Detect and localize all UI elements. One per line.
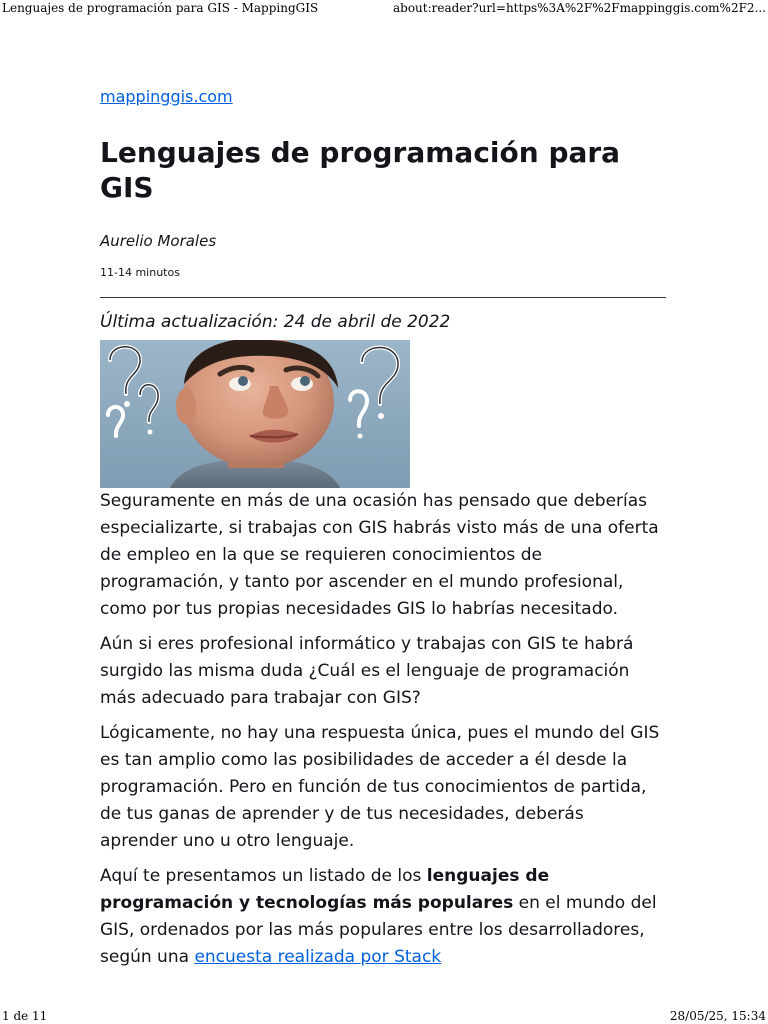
paragraph-3: Lógicamente, no hay una respuesta única, pues el mundo del GIS es tan amplio como las posibilidades de acceder a él desde la programación. Pero en función de tus conocimientos de partida, de tus ganas de aprender y de tus necesidades, deberás aprender uno u otro lenguaje. — [100, 723, 660, 851]
paragraph-2: Aún si eres profesional informático y trabajas con GIS te habrá surgido las misma duda ¿Cuál es el lenguaje de programación más adecuado para trabajar con GIS? — [100, 634, 634, 708]
header-divider — [100, 297, 666, 298]
print-timestamp: 28/05/25, 15:34 — [669, 1009, 766, 1023]
paragraph-4-bold: lenguajes de programación y tecnologías más populares — [100, 866, 550, 913]
paragraph-1: Seguramente en más de una ocasión has pensado que deberías especializarte, si trabajas con GIS habrás visto más de una oferta de empleo en la que se requieren conocimientos de programación, y tanto por ascender en el mundo profesional, como por tus propias necesidades GIS lo habrías necesitado. — [100, 491, 659, 619]
last-updated: Última actualización: 24 de abril de 2022 — [100, 312, 451, 332]
print-header — [0, 0, 768, 20]
paragraph-4-text-b: en el mundo del GIS, ordenados por las más populares entre los desarrolladores, según una — [100, 893, 657, 967]
site-domain-link[interactable]: mappinggis.com — [100, 87, 233, 106]
article-author: Aurelio Morales — [100, 232, 217, 250]
reader-article — [100, 86, 666, 971]
article-title: Lenguajes de programación para GIS — [100, 136, 621, 204]
paragraph-4 — [100, 863, 666, 971]
print-header-url: about:reader?url=https%3A%2F%2Fmappinggis.com%2F2... — [392, 1, 766, 15]
paragraph-4-text-a: Aquí te presentamos un listado de los — [100, 866, 427, 886]
page-number: 1 de 11 — [2, 1009, 48, 1023]
thinking-man-question-marks-image — [100, 340, 410, 488]
print-footer — [0, 1008, 768, 1024]
stack-survey-link[interactable]: encuesta realizada por Stack — [194, 947, 442, 967]
print-header-title: Lenguajes de programación para GIS - MappingGIS — [2, 1, 319, 15]
reading-time: 11-14 minutos — [100, 266, 180, 279]
